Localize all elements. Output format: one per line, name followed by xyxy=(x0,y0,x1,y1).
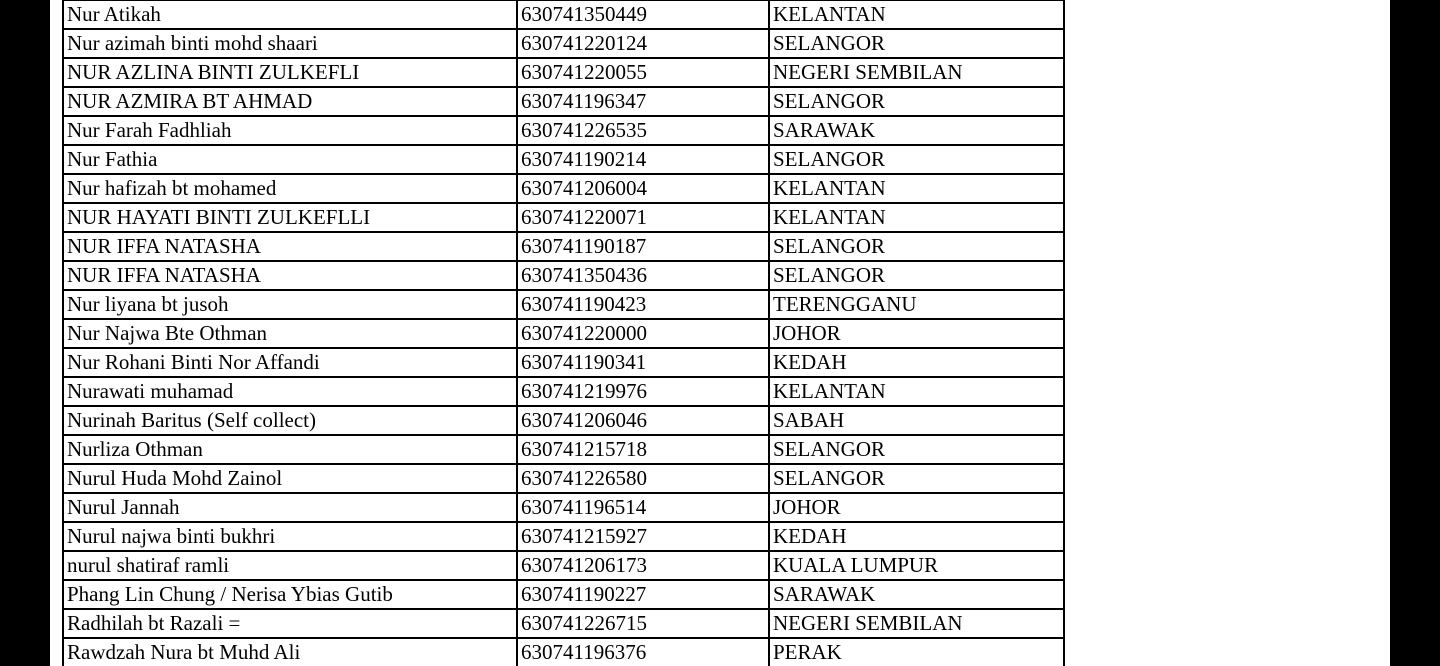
state-cell: NEGERI SEMBILAN xyxy=(769,609,1064,638)
state-cell: JOHOR xyxy=(769,319,1064,348)
table-row xyxy=(63,290,1064,319)
tracking-number-cell: 630741190187 xyxy=(517,232,769,261)
table-row xyxy=(63,493,1064,522)
document-page xyxy=(50,0,1390,666)
state-cell: SELANGOR xyxy=(769,87,1064,116)
state-cell: SELANGOR xyxy=(769,29,1064,58)
tracking-number-cell: 630741196347 xyxy=(517,87,769,116)
tracking-number-cell: 630741206004 xyxy=(517,174,769,203)
state-cell: SARAWAK xyxy=(769,580,1064,609)
recipient-name-cell: Nurawati muhamad xyxy=(63,377,517,406)
state-cell: SELANGOR xyxy=(769,232,1064,261)
table-row xyxy=(63,522,1064,551)
tracking-number-cell: 630741350449 xyxy=(517,0,769,29)
state-cell: KELANTAN xyxy=(769,174,1064,203)
tracking-number-cell: 630741220000 xyxy=(517,319,769,348)
recipient-name-cell: Nurul najwa binti bukhri xyxy=(63,522,517,551)
table-row xyxy=(63,0,1064,29)
table-row xyxy=(63,261,1064,290)
state-cell: KELANTAN xyxy=(769,203,1064,232)
recipient-name-cell: Nurinah Baritus (Self collect) xyxy=(63,406,517,435)
state-cell: JOHOR xyxy=(769,493,1064,522)
tracking-number-cell: 630741226535 xyxy=(517,116,769,145)
table-row xyxy=(63,348,1064,377)
tracking-number-cell: 630741190214 xyxy=(517,145,769,174)
tracking-number-cell: 630741226715 xyxy=(517,609,769,638)
tracking-number-cell: 630741220124 xyxy=(517,29,769,58)
recipient-name-cell: NUR HAYATI BINTI ZULKEFLLI xyxy=(63,203,517,232)
table-row xyxy=(63,116,1064,145)
state-cell: KELANTAN xyxy=(769,377,1064,406)
table-body xyxy=(63,0,1064,666)
recipient-name-cell: Nurul Huda Mohd Zainol xyxy=(63,464,517,493)
recipient-name-cell: Nur hafizah bt mohamed xyxy=(63,174,517,203)
tracking-number-cell: 630741215718 xyxy=(517,435,769,464)
table-row xyxy=(63,406,1064,435)
recipient-name-cell: Phang Lin Chung / Nerisa Ybias Gutib xyxy=(63,580,517,609)
table-row xyxy=(63,87,1064,116)
recipient-name-cell: Nurliza Othman xyxy=(63,435,517,464)
state-cell: SELANGOR xyxy=(769,435,1064,464)
table-row xyxy=(63,580,1064,609)
tracking-number-cell: 630741206046 xyxy=(517,406,769,435)
table-row xyxy=(63,174,1064,203)
recipient-name-cell: NUR AZMIRA BT AHMAD xyxy=(63,87,517,116)
table-row xyxy=(63,464,1064,493)
table-row xyxy=(63,377,1064,406)
table-row xyxy=(63,29,1064,58)
table-row xyxy=(63,58,1064,87)
recipient-name-cell: Nur Najwa Bte Othman xyxy=(63,319,517,348)
table-row xyxy=(63,203,1064,232)
state-cell: NEGERI SEMBILAN xyxy=(769,58,1064,87)
state-cell: KELANTAN xyxy=(769,0,1064,29)
table-row xyxy=(63,319,1064,348)
table-row xyxy=(63,145,1064,174)
recipient-name-cell: NUR AZLINA BINTI ZULKEFLI xyxy=(63,58,517,87)
tracking-number-cell: 630741196514 xyxy=(517,493,769,522)
recipient-name-cell: Nur azimah binti mohd shaari xyxy=(63,29,517,58)
table-row xyxy=(63,551,1064,580)
tracking-number-cell: 630741215927 xyxy=(517,522,769,551)
tracking-number-cell: 630741206173 xyxy=(517,551,769,580)
recipient-name-cell: Nurul Jannah xyxy=(63,493,517,522)
tracking-number-cell: 630741190423 xyxy=(517,290,769,319)
recipient-name-cell: Nur liyana bt jusoh xyxy=(63,290,517,319)
shipment-table xyxy=(62,0,1065,666)
state-cell: SELANGOR xyxy=(769,464,1064,493)
tracking-number-cell: 630741350436 xyxy=(517,261,769,290)
recipient-name-cell: Rawdzah Nura bt Muhd Ali xyxy=(63,638,517,666)
tracking-number-cell: 630741190227 xyxy=(517,580,769,609)
state-cell: SARAWAK xyxy=(769,116,1064,145)
state-cell: KEDAH xyxy=(769,348,1064,377)
recipient-name-cell: Nur Fathia xyxy=(63,145,517,174)
table-row xyxy=(63,232,1064,261)
table-row xyxy=(63,638,1064,666)
table-row xyxy=(63,435,1064,464)
tracking-number-cell: 630741220071 xyxy=(517,203,769,232)
tracking-number-cell: 630741226580 xyxy=(517,464,769,493)
state-cell: PERAK xyxy=(769,638,1064,666)
tracking-number-cell: 630741219976 xyxy=(517,377,769,406)
recipient-name-cell: nurul shatiraf ramli xyxy=(63,551,517,580)
recipient-name-cell: NUR IFFA NATASHA xyxy=(63,261,517,290)
state-cell: SABAH xyxy=(769,406,1064,435)
recipient-name-cell: Radhilah bt Razali = xyxy=(63,609,517,638)
tracking-number-cell: 630741196376 xyxy=(517,638,769,666)
tracking-number-cell: 630741220055 xyxy=(517,58,769,87)
state-cell: KEDAH xyxy=(769,522,1064,551)
state-cell: SELANGOR xyxy=(769,145,1064,174)
recipient-name-cell: NUR IFFA NATASHA xyxy=(63,232,517,261)
tracking-number-cell: 630741190341 xyxy=(517,348,769,377)
state-cell: SELANGOR xyxy=(769,261,1064,290)
table-row xyxy=(63,609,1064,638)
state-cell: KUALA LUMPUR xyxy=(769,551,1064,580)
state-cell: TERENGGANU xyxy=(769,290,1064,319)
recipient-name-cell: Nur Farah Fadhliah xyxy=(63,116,517,145)
recipient-name-cell: Nur Rohani Binti Nor Affandi xyxy=(63,348,517,377)
recipient-name-cell: Nur Atikah xyxy=(63,0,517,29)
